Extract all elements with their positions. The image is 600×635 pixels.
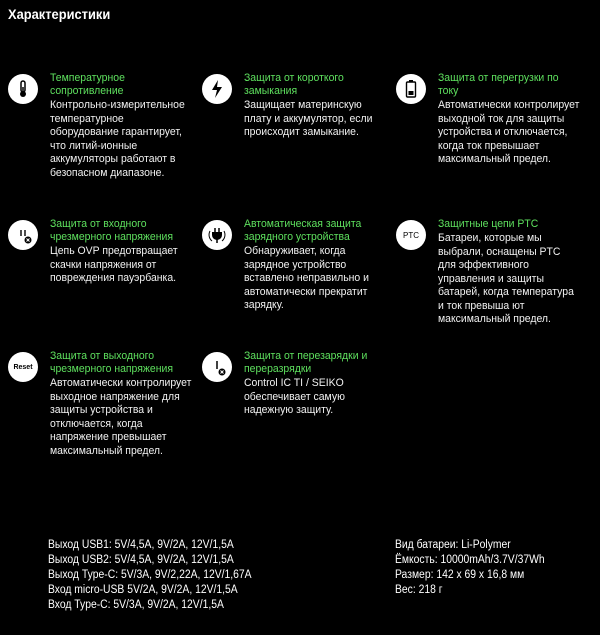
spec-line: Вес: 218 г bbox=[395, 584, 443, 596]
feature-title: Автоматическая защита зарядного устройства bbox=[244, 218, 362, 243]
feature-desc: Автоматически контролирует выходное напряжение для защиты устройства и отключается, когда напряжение превышает максимальный предел. bbox=[50, 377, 192, 457]
feature-title: Защита от перегрузки по току bbox=[438, 72, 559, 97]
feature-title: Защита от перезарядки и переразрядки bbox=[244, 350, 368, 375]
spec-line: Выход Type-C: 5V/3A, 9V/2,22A, 12V/1,67A bbox=[48, 569, 252, 581]
power-off-icon bbox=[8, 220, 38, 250]
feature-desc: Защищает материнскую плату и аккумулятор, если происходит замыкание. bbox=[244, 99, 373, 138]
thermometer-icon bbox=[8, 74, 38, 104]
feature-charger-protection bbox=[244, 218, 394, 313]
feature-title: Защита от выходного чрезмерного напряжения bbox=[50, 350, 173, 375]
reset-icon-label: Reset bbox=[13, 363, 33, 371]
battery-icon bbox=[396, 74, 426, 104]
spec-line: Выход USB1: 5V/4,5A, 9V/2A, 12V/1,5A bbox=[48, 539, 234, 551]
spec-line: Размер: 142 х 69 х 16,8 мм bbox=[395, 569, 525, 581]
feature-temperature bbox=[50, 72, 200, 180]
feature-desc: Control IC TI / SEIKO обеспечивает самую надежную защиту. bbox=[244, 377, 345, 416]
spec-line: Вход Type-C: 5V/3A, 9V/2A, 12V/1,5A bbox=[48, 599, 224, 611]
ptc-icon-label: PTC bbox=[403, 230, 419, 240]
feature-output-overvoltage bbox=[13, 350, 200, 458]
lightning-icon bbox=[202, 74, 232, 104]
feature-desc: Цепь OVP предотвращает скачки напряжения от повреждения пауэрбанка. bbox=[50, 245, 178, 284]
feature-desc: Батареи, которые мы выбрали, оснащены PTC для эффективного управления и защиты батарей, когда температура и ток превыша ют максимальный предел. bbox=[438, 232, 574, 325]
feature-title: Защита от короткого замыкания bbox=[244, 72, 344, 97]
feature-desc: Обнаруживает, когда зарядное устройство вставлено неправильно и автоматически прекратит зарядку. bbox=[244, 245, 369, 311]
feature-short-circuit bbox=[244, 72, 394, 140]
spec-line: Ёмкость: 10000mAh/3.7V/37Wh bbox=[395, 554, 545, 566]
spec-line: Вход micro-USB 5V/2A, 9V/2A, 12V/1,5A bbox=[48, 584, 238, 596]
overcharge-icon bbox=[202, 352, 232, 382]
specs-left bbox=[48, 538, 252, 613]
feature-input-overvoltage bbox=[50, 218, 200, 286]
page-title: Характеристики bbox=[8, 6, 111, 22]
reset-icon bbox=[8, 352, 38, 382]
spec-line: Вид батареи: Li-Polymer bbox=[395, 539, 511, 551]
plug-icon bbox=[202, 220, 232, 250]
specs-right bbox=[395, 538, 545, 598]
feature-overcurrent bbox=[438, 72, 588, 167]
feature-ptc bbox=[403, 218, 588, 327]
feature-title: Защитные цепи PTC bbox=[438, 218, 539, 230]
ptc-icon bbox=[396, 220, 426, 250]
spec-line: Выход USB2: 5V/4,5A, 9V/2A, 12V/1,5A bbox=[48, 554, 234, 566]
feature-title: Защита от входного чрезмерного напряжения bbox=[50, 218, 173, 243]
feature-overcharge bbox=[244, 350, 394, 418]
feature-desc: Контрольно-измерительное температурное оборудование гарантирует, что литий-ионные аккумуляторы работают в безопасном диапазоне. bbox=[50, 99, 185, 179]
feature-title: Температурное сопротивление bbox=[50, 72, 125, 97]
feature-desc: Автоматически контролирует выходной ток для защиты устройства и отключается, когда ток превышает максимальный предел. bbox=[438, 99, 580, 165]
